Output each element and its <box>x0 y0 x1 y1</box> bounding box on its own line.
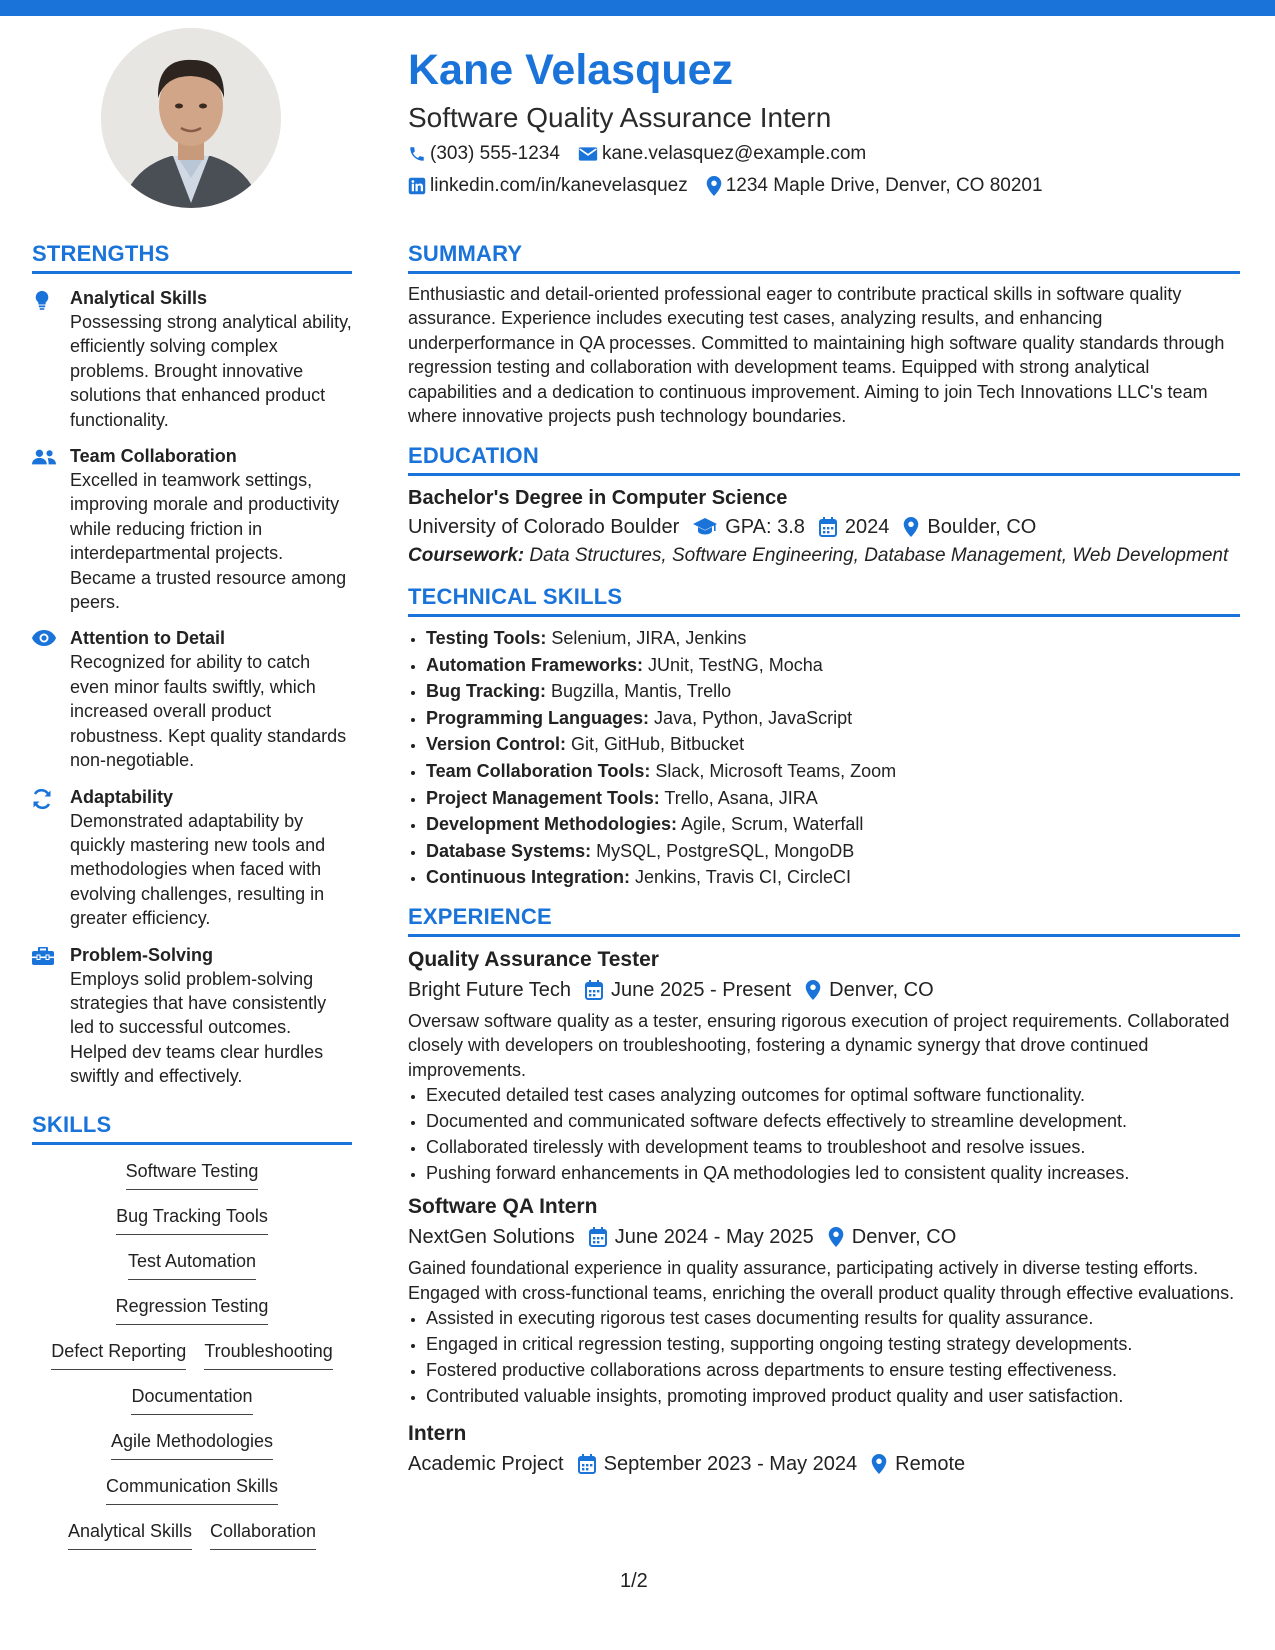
list-item: • Fostered productive collaborations across departments to ensure testing effectiveness. <box>426 1357 1240 1383</box>
gpa-text: GPA: 3.8 <box>725 516 805 539</box>
strength-desc: Recognized for ability to catch even minor faults swiftly, which increased overall product robustness. Kept quality standards non-negotiable. <box>70 652 347 771</box>
strength-desc: Employs solid problem-solving strategies that have consistently led to successful outcomes. Helped dev teams clear hurdles swiftly and effectively. <box>70 968 327 1087</box>
calendar-icon <box>819 517 837 537</box>
strength-name: Adaptability <box>70 786 174 807</box>
skill-chip: Collaboration <box>210 1519 316 1550</box>
experience-title: EXPERIENCE <box>408 903 1240 937</box>
job-entry <box>408 1192 1240 1409</box>
school-name: University of Colorado Boulder <box>408 516 680 539</box>
skills-title: SKILLS <box>32 1111 352 1145</box>
job-entry <box>408 945 1240 1186</box>
job-dates: September 2023 - May 2024 <box>603 1452 858 1475</box>
list-item: • Automation Frameworks: JUnit, TestNG, Mocha <box>426 652 1240 679</box>
job-description: Oversaw software quality as a tester, ensuring rigorous execution of project requirements. Collaborated closely with developers on troubleshooting, fostering a dynamic synergy that drove continued improvements. <box>408 1010 1230 1080</box>
list-item: • Team Collaboration Tools: Slack, Microsoft Teams, Zoom <box>426 758 1240 785</box>
degree-name: Bachelor's Degree in Computer Science <box>408 487 788 510</box>
map-pin-icon <box>828 1227 844 1247</box>
strength-name: Problem-Solving <box>70 944 214 965</box>
linkedin-contact[interactable] <box>408 170 688 202</box>
skill-chip: Regression Testing <box>116 1294 269 1325</box>
map-pin-icon <box>903 517 919 537</box>
job-role: Quality Assurance Tester <box>408 947 659 971</box>
calendar-icon <box>585 980 603 1000</box>
map-pin-icon <box>871 1454 887 1474</box>
strength-desc: Excelled in teamwork settings, improving morale and productivity while reducing friction in interdepartmental projects. Became a trusted resource among peers. <box>70 470 347 613</box>
linkedin-text: linkedin.com/in/kanevelasquez <box>430 175 688 196</box>
company-name: Academic Project <box>408 1452 564 1475</box>
job-role: Software QA Intern <box>408 1195 598 1219</box>
strength-name: Attention to Detail <box>70 628 225 649</box>
strength-item <box>32 286 352 432</box>
skill-chip: Communication Skills <box>106 1474 278 1505</box>
linkedin-icon <box>408 177 426 195</box>
list-item: • Version Control: Git, GitHub, Bitbucket <box>426 731 1240 758</box>
left-column <box>32 240 352 1564</box>
skill-chip: Defect Reporting <box>51 1339 186 1370</box>
strength-name: Analytical Skills <box>70 288 208 308</box>
map-pin-icon <box>706 176 722 196</box>
job-dates: June 2024 - May 2025 <box>614 1226 814 1249</box>
job-location: Denver, CO <box>851 1226 957 1249</box>
graduation-year: 2024 <box>844 516 890 539</box>
strength-item <box>32 785 352 931</box>
company-name: NextGen Solutions <box>408 1226 575 1249</box>
list-item: • Bug Tracking: Bugzilla, Mantis, Trello <box>426 678 1240 705</box>
calendar-icon <box>578 1454 596 1474</box>
strengths-title: STRENGTHS <box>32 240 352 274</box>
job-role: Intern <box>408 1421 467 1445</box>
map-pin-icon <box>805 980 821 1000</box>
skill-chip: Troubleshooting <box>204 1339 332 1370</box>
job-bullets <box>408 1305 1240 1409</box>
address-text: 1234 Maple Drive, Denver, CO 80201 <box>725 175 1043 196</box>
technical-skills-list <box>408 625 1240 891</box>
job-location: Denver, CO <box>829 978 934 1001</box>
list-item: • Engaged in critical regression testing, supporting ongoing testing strategy developments. <box>426 1331 1240 1357</box>
coursework <box>408 544 1240 569</box>
profile-photo <box>101 28 281 208</box>
skill-chip: Test Automation <box>128 1249 256 1280</box>
school-location: Boulder, CO <box>927 516 1037 539</box>
skill-chip: Software Testing <box>126 1159 259 1190</box>
calendar-icon <box>589 1227 607 1247</box>
coursework-label: Coursework: <box>408 545 525 567</box>
right-column <box>408 240 1240 1479</box>
job-meta <box>408 1449 1240 1479</box>
phone-icon <box>408 145 426 163</box>
strength-name: Team Collaboration <box>70 446 237 467</box>
list-item: • Collaborated tirelessly with development teams to troubleshoot and resolve issues. <box>426 1134 1240 1160</box>
skill-chip: Agile Methodologies <box>111 1429 273 1460</box>
skills-list <box>32 1159 352 1564</box>
users-icon <box>32 448 56 466</box>
toolbox-icon <box>32 947 54 965</box>
list-item: • Database Systems: MySQL, PostgreSQL, MongoDB <box>426 838 1240 865</box>
job-dates: June 2025 - Present <box>611 978 792 1001</box>
list-item: • Testing Tools: Selenium, JIRA, Jenkins <box>426 625 1240 652</box>
list-item: • Development Methodologies: Agile, Scrum, Waterfall <box>426 811 1240 838</box>
skill-chip: Analytical Skills <box>68 1519 192 1550</box>
strength-item <box>32 626 352 772</box>
company-name: Bright Future Tech <box>408 978 572 1001</box>
candidate-title: Software Quality Assurance Intern <box>408 102 832 133</box>
email-contact[interactable] <box>578 138 866 170</box>
job-bullets <box>408 1082 1240 1186</box>
technical-skills-title: TECHNICAL SKILLS <box>408 583 1240 617</box>
phone-text: (303) 555-1234 <box>430 143 560 164</box>
strength-desc: Possessing strong analytical ability, efficiently solving complex problems. Brought innovative solutions that enhanced product functionality. <box>70 312 352 430</box>
portrait-image <box>101 28 281 208</box>
education-meta <box>408 512 1240 542</box>
phone-contact <box>408 138 560 170</box>
resume-header <box>408 40 1238 202</box>
job-entry <box>408 1419 1240 1479</box>
list-item: • Assisted in executing rigorous test cases documenting results for quality assurance. <box>426 1305 1240 1331</box>
skill-chip: Bug Tracking Tools <box>116 1204 268 1235</box>
list-item: • Documented and communicated software defects effectively to streamline development. <box>426 1108 1240 1134</box>
list-item: • Programming Languages: Java, Python, JavaScript <box>426 705 1240 732</box>
skill-chip: Documentation <box>131 1384 252 1415</box>
summary-text: Enthusiastic and detail-oriented professional eager to contribute practical skills in software quality assurance. Experience includes executing test cases, analyzing results, and enhancing underperformance in QA processes. Committed to maintaining high software quality standards through regression testing and collaboration with development teams. Equipped with strong analytical capabilities and a dedication to continuous improvement. Aiming to join Tech Innovations LLC's team where innovative projects push technology boundaries. <box>408 284 1225 427</box>
sync-icon <box>32 789 52 809</box>
education-title: EDUCATION <box>408 442 1240 476</box>
coursework-list: Data Structures, Software Engineering, Database Management, Web Development <box>529 545 1229 567</box>
list-item: • Executed detailed test cases analyzing outcomes for optimal software functionality. <box>426 1082 1240 1108</box>
lightbulb-icon <box>32 290 52 310</box>
strength-item <box>32 943 352 1089</box>
summary-title: SUMMARY <box>408 240 1240 274</box>
job-meta <box>408 975 1240 1005</box>
list-item: • Pushing forward enhancements in QA methodologies led to consistent quality increases. <box>426 1160 1240 1186</box>
list-item: • Contributed valuable insights, promoting improved product quality and user satisfaction. <box>426 1383 1240 1409</box>
contact-row-1 <box>408 138 1238 170</box>
eye-icon <box>32 630 56 646</box>
job-location: Remote <box>895 1452 966 1475</box>
list-item: • Project Management Tools: Trello, Asana, JIRA <box>426 785 1240 812</box>
list-item: • Continuous Integration: Jenkins, Travis CI, CircleCI <box>426 864 1240 891</box>
page-number: 1/2 <box>620 1570 648 1592</box>
job-meta <box>408 1222 1240 1252</box>
address-contact <box>706 170 1043 202</box>
candidate-name: Kane Velasquez <box>408 46 734 94</box>
graduation-cap-icon <box>693 518 717 536</box>
top-accent-bar <box>0 0 1275 16</box>
envelope-icon <box>578 145 598 163</box>
email-text: kane.velasquez@example.com <box>601 143 867 164</box>
strength-item <box>32 444 352 614</box>
contact-row-2 <box>408 170 1238 202</box>
strength-desc: Demonstrated adaptability by quickly mastering new tools and methodologies when faced with evolving challenges, resulting in greater efficiency. <box>70 810 326 929</box>
job-description: Gained foundational experience in quality assurance, participating actively in diverse testing efforts. Engaged with cross-functional teams, enriching the overall product quality through effective evaluations. <box>408 1258 1235 1303</box>
